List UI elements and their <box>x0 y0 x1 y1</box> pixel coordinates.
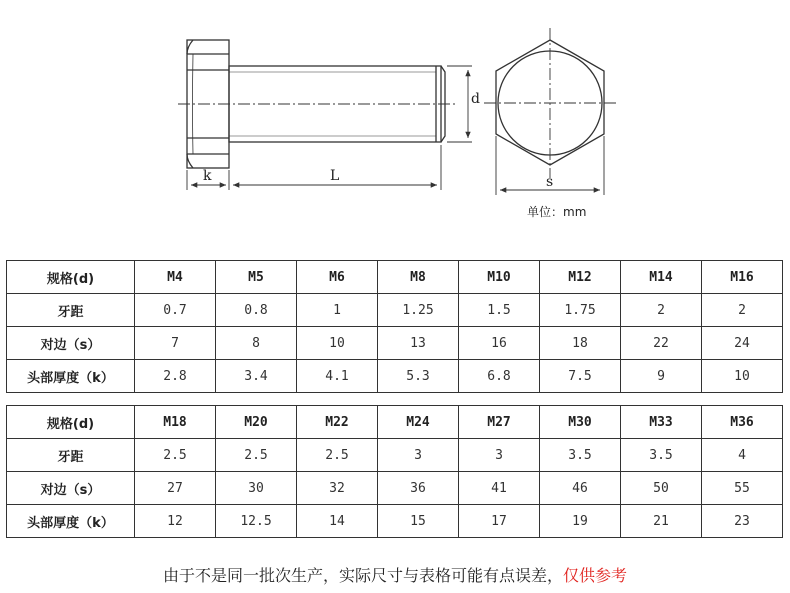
row-label-head-thickness: 头部厚度（k） <box>7 360 135 393</box>
k-cell: 6.8 <box>459 360 540 393</box>
pitch-cell: 2 <box>702 294 783 327</box>
row-label-size: 规格(d) <box>7 406 135 439</box>
k-cell: 21 <box>621 505 702 538</box>
table-row <box>7 360 783 393</box>
pitch-cell: 3.5 <box>540 439 621 472</box>
k-cell: 10 <box>702 360 783 393</box>
s-cell: 22 <box>621 327 702 360</box>
spec-table-bottom <box>6 405 783 538</box>
size-cell: M6 <box>297 261 378 294</box>
size-cell: M36 <box>702 406 783 439</box>
size-cell: M27 <box>459 406 540 439</box>
size-cell: M16 <box>702 261 783 294</box>
s-cell: 50 <box>621 472 702 505</box>
dim-s-label: s <box>546 174 554 190</box>
row-label-head-thickness: 头部厚度（k） <box>7 505 135 538</box>
k-cell: 12.5 <box>216 505 297 538</box>
s-cell: 24 <box>702 327 783 360</box>
row-label-across-flats: 对边（s） <box>7 472 135 505</box>
pitch-cell: 2.5 <box>297 439 378 472</box>
s-cell: 30 <box>216 472 297 505</box>
k-cell: 14 <box>297 505 378 538</box>
table-row <box>7 472 783 505</box>
row-label-across-flats: 对边（s） <box>7 327 135 360</box>
table-row <box>7 294 783 327</box>
pitch-cell: 4 <box>702 439 783 472</box>
s-cell: 27 <box>135 472 216 505</box>
pitch-cell: 2.5 <box>216 439 297 472</box>
k-cell: 12 <box>135 505 216 538</box>
size-cell: M4 <box>135 261 216 294</box>
pitch-cell: 3 <box>378 439 459 472</box>
size-cell: M8 <box>378 261 459 294</box>
k-cell: 15 <box>378 505 459 538</box>
disclaimer-text: 由于不是同一批次生产，实际尺寸与表格可能有点误差， <box>162 566 563 585</box>
k-cell: 5.3 <box>378 360 459 393</box>
s-cell: 55 <box>702 472 783 505</box>
s-cell: 13 <box>378 327 459 360</box>
size-cell: M12 <box>540 261 621 294</box>
s-cell: 46 <box>540 472 621 505</box>
table-row <box>7 439 783 472</box>
size-cell: M22 <box>297 406 378 439</box>
size-cell: M20 <box>216 406 297 439</box>
s-cell: 16 <box>459 327 540 360</box>
k-cell: 7.5 <box>540 360 621 393</box>
k-cell: 19 <box>540 505 621 538</box>
table-row <box>7 406 783 439</box>
size-cell: M33 <box>621 406 702 439</box>
k-cell: 23 <box>702 505 783 538</box>
row-label-pitch: 牙距 <box>7 439 135 472</box>
table-row <box>7 505 783 538</box>
s-cell: 10 <box>297 327 378 360</box>
row-label-size: 规格(d) <box>7 261 135 294</box>
pitch-cell: 2 <box>621 294 702 327</box>
s-cell: 18 <box>540 327 621 360</box>
s-cell: 32 <box>297 472 378 505</box>
dim-k-label: k <box>203 168 212 184</box>
k-cell: 9 <box>621 360 702 393</box>
k-cell: 2.8 <box>135 360 216 393</box>
dim-d-label: d <box>471 91 480 107</box>
pitch-cell: 1.5 <box>459 294 540 327</box>
pitch-cell: 1.25 <box>378 294 459 327</box>
dim-L-label: L <box>330 168 340 184</box>
disclaimer <box>0 563 790 586</box>
table-row <box>7 327 783 360</box>
k-cell: 4.1 <box>297 360 378 393</box>
disclaimer-highlight: 仅供参考 <box>563 566 628 585</box>
k-cell: 3.4 <box>216 360 297 393</box>
bolt-drawing <box>0 0 790 240</box>
size-cell: M30 <box>540 406 621 439</box>
size-cell: M10 <box>459 261 540 294</box>
pitch-cell: 1 <box>297 294 378 327</box>
pitch-cell: 3 <box>459 439 540 472</box>
pitch-cell: 1.75 <box>540 294 621 327</box>
pitch-cell: 0.8 <box>216 294 297 327</box>
s-cell: 7 <box>135 327 216 360</box>
size-cell: M24 <box>378 406 459 439</box>
table-row <box>7 261 783 294</box>
bolt-end-view <box>484 28 616 195</box>
pitch-cell: 3.5 <box>621 439 702 472</box>
pitch-cell: 2.5 <box>135 439 216 472</box>
unit-note: 单位：mm <box>527 205 587 219</box>
s-cell: 8 <box>216 327 297 360</box>
k-cell: 17 <box>459 505 540 538</box>
s-cell: 36 <box>378 472 459 505</box>
spec-table-top <box>6 260 783 393</box>
pitch-cell: 0.7 <box>135 294 216 327</box>
row-label-pitch: 牙距 <box>7 294 135 327</box>
size-cell: M5 <box>216 261 297 294</box>
s-cell: 41 <box>459 472 540 505</box>
size-cell: M14 <box>621 261 702 294</box>
size-cell: M18 <box>135 406 216 439</box>
